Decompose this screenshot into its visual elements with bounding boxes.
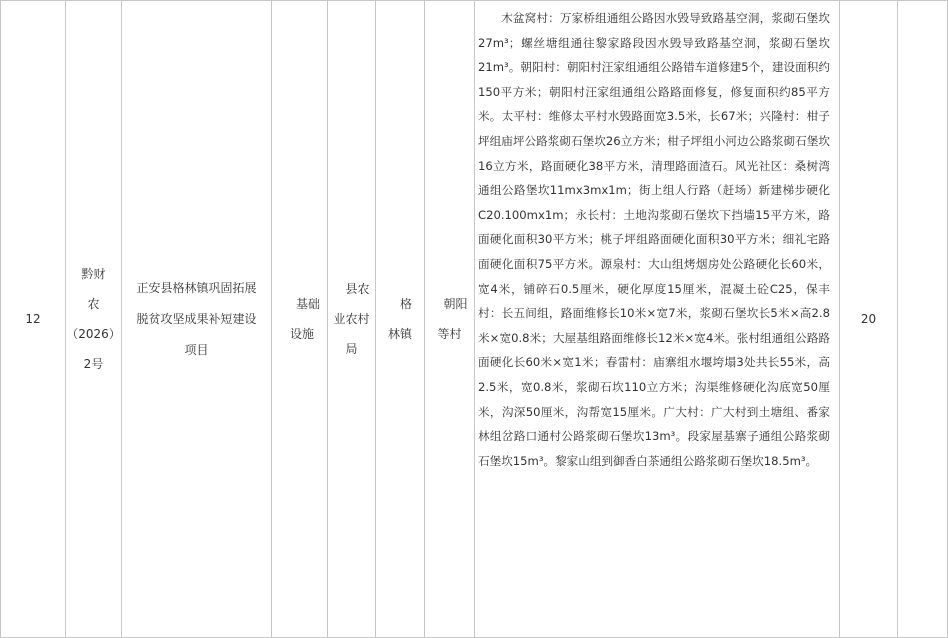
index-cell <box>1 0 65 638</box>
col-border <box>897 0 898 638</box>
town: 格林镇 <box>387 297 412 341</box>
doc-number <box>66 259 121 379</box>
category: 基础设施 <box>289 297 320 341</box>
villages-cell <box>425 0 474 638</box>
row-index: 12 <box>25 311 41 326</box>
town-cell <box>376 0 424 638</box>
project-name-cell <box>122 0 271 638</box>
department: 县农业农村局 <box>333 282 370 356</box>
project-name: 正安县格林镇巩固拓展脱贫攻坚成果补短建设项目 <box>136 280 257 357</box>
doc-number-line: （2026） <box>66 327 121 341</box>
amount-cell <box>840 0 897 638</box>
construction-content: 木盆窝村：万家桥组通组公路因水毁导致路基空洞，浆砌石堡坎27m³；螺丝塘组通往黎家路段因水毁导致路基空洞，浆砌石堡坎21m³。朝阳村：朝阳村汪家组通组公路错车道修建5个，建设面积约150平方米；朝阳村汪家组通组公路路面修复，修复面积约85平方米。太平村：维修太平村水毁路面宽3.5米，长67米；兴隆村：柑子坪组庙坪公路浆砌石堡坎26立方米；柑子坪组小河边公路浆砌石堡坎16立方米，路面硬化38平方米，清理路面渣石。风光社区：桑树湾通组公路堡坎11mx3mx1m；街上组人行路（赶场）新建梯步硬化C20.100mx1m；永长村：土地沟浆砌石堡坎下挡墙15平方米，路面硬化面积30平方米；桃子坪组路面硬化面积30平方米；细礼宅路面硬化面积75平方米。源泉村：大山组烤烟房处公路硬化长60米，宽4米，铺碎石0.5厘米，硬化厚度15厘米，混凝土砼C25，保丰村：长五间组，路面维修长10米×宽7米，浆砌石堡坎长5米×高2.8米×宽0.8米；大屋基组路面维修长12米×宽4米。张村组通组公路路面硬化长60米×宽1米；春雷村：庙寨组水堰垮塌3处共长55米，高2.5米，宽0.8米，浆砌石坎110立方米；沟渠维修硬化沟底宽50厘米，沟深50厘米，沟帮宽15厘米。广大村：广大村到土塘组、番家林组岔路口通村公路浆砌石堡坎13m³。段家屋基寨子通组公路浆砌石堡坎15m³。黎家山组到御香白茶通组公路浆砌石堡坎18.5m³。 <box>478 11 830 468</box>
col-border <box>271 0 272 638</box>
doc-number-line: 黔财 <box>81 267 106 281</box>
col-border <box>474 0 475 638</box>
doc-number-cell <box>66 0 121 638</box>
villages: 朝阳等村 <box>437 297 468 341</box>
department-cell <box>328 0 375 638</box>
category-cell <box>280 0 324 638</box>
doc-number-line: 2号 <box>83 357 104 371</box>
amount: 20 <box>860 311 877 326</box>
doc-number-line: 农 <box>87 297 100 311</box>
